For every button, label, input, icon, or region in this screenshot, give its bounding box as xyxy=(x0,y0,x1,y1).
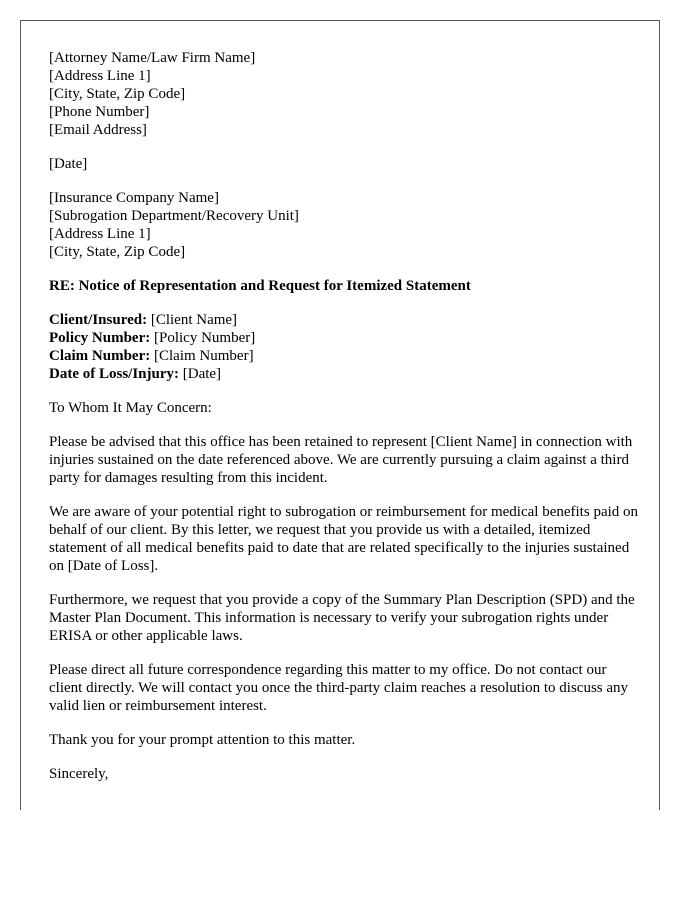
detail-label: Claim Number: xyxy=(49,348,151,364)
detail-value: [Client Name] xyxy=(147,312,238,328)
detail-client xyxy=(49,311,639,329)
detail-label: Date of Loss/Injury: xyxy=(49,366,179,382)
letter-content xyxy=(49,49,639,799)
detail-label: Client/Insured: xyxy=(49,312,148,328)
detail-value: [Date] xyxy=(179,366,222,382)
body-paragraph-correspondence: Please direct all future correspondence regarding this matter to my office. Do not contact our client directly. We will contact you once the third-party claim reaches a resolution to discuss any valid lien or reimbursement interest. xyxy=(49,662,629,714)
recipient-company: [Insurance Company Name] xyxy=(49,190,219,206)
sender-address-block xyxy=(49,49,639,139)
detail-label: Policy Number: xyxy=(49,330,151,346)
salutation: To Whom It May Concern: xyxy=(49,400,212,416)
sender-phone: [Phone Number] xyxy=(49,104,150,120)
recipient-address-line: [Address Line 1] xyxy=(49,226,151,242)
sender-email: [Email Address] xyxy=(49,122,147,138)
body-paragraph-plan-documents: Furthermore, we request that you provide a copy of the Summary Plan Description (SPD) and the Master Plan Document. This information is necessary to verify your subrogation rights under ERISA or other applicable laws. xyxy=(49,592,635,644)
subject-line: RE: Notice of Representation and Request for Itemized Statement xyxy=(49,278,471,294)
body-paragraph-thanks: Thank you for your prompt attention to this matter. xyxy=(49,732,356,748)
letter-date: [Date] xyxy=(49,156,88,172)
detail-policy-number xyxy=(49,329,639,347)
detail-claim-number xyxy=(49,347,639,365)
date-block xyxy=(49,155,639,173)
body-paragraph-representation: Please be advised that this office has been retained to represent [Client Name] in connection with injuries sustained on the date referenced above. We are currently pursuing a claim against a third party for damages resulting from this incident. xyxy=(49,434,633,486)
recipient-department: [Subrogation Department/Recovery Unit] xyxy=(49,208,299,224)
closing: Sincerely, xyxy=(49,766,109,782)
claim-details-block xyxy=(49,311,639,383)
sender-city-state-zip: [City, State, Zip Code] xyxy=(49,86,186,102)
sender-name: [Attorney Name/Law Firm Name] xyxy=(49,50,256,66)
sender-address-line: [Address Line 1] xyxy=(49,68,151,84)
detail-value: [Claim Number] xyxy=(150,348,254,364)
detail-date-of-loss xyxy=(49,365,639,383)
recipient-address-block xyxy=(49,189,639,261)
letter-page xyxy=(20,20,660,810)
recipient-city-state-zip: [City, State, Zip Code] xyxy=(49,244,186,260)
body-paragraph-itemized-request: We are aware of your potential right to subrogation or reimbursement for medical benefits paid on behalf of our client. By this letter, we request that you provide us with a detailed, itemized statement of all medical benefits paid to date that are related specifically to the injuries sustained on [Date of Loss]. xyxy=(49,504,639,574)
detail-value: [Policy Number] xyxy=(150,330,256,346)
